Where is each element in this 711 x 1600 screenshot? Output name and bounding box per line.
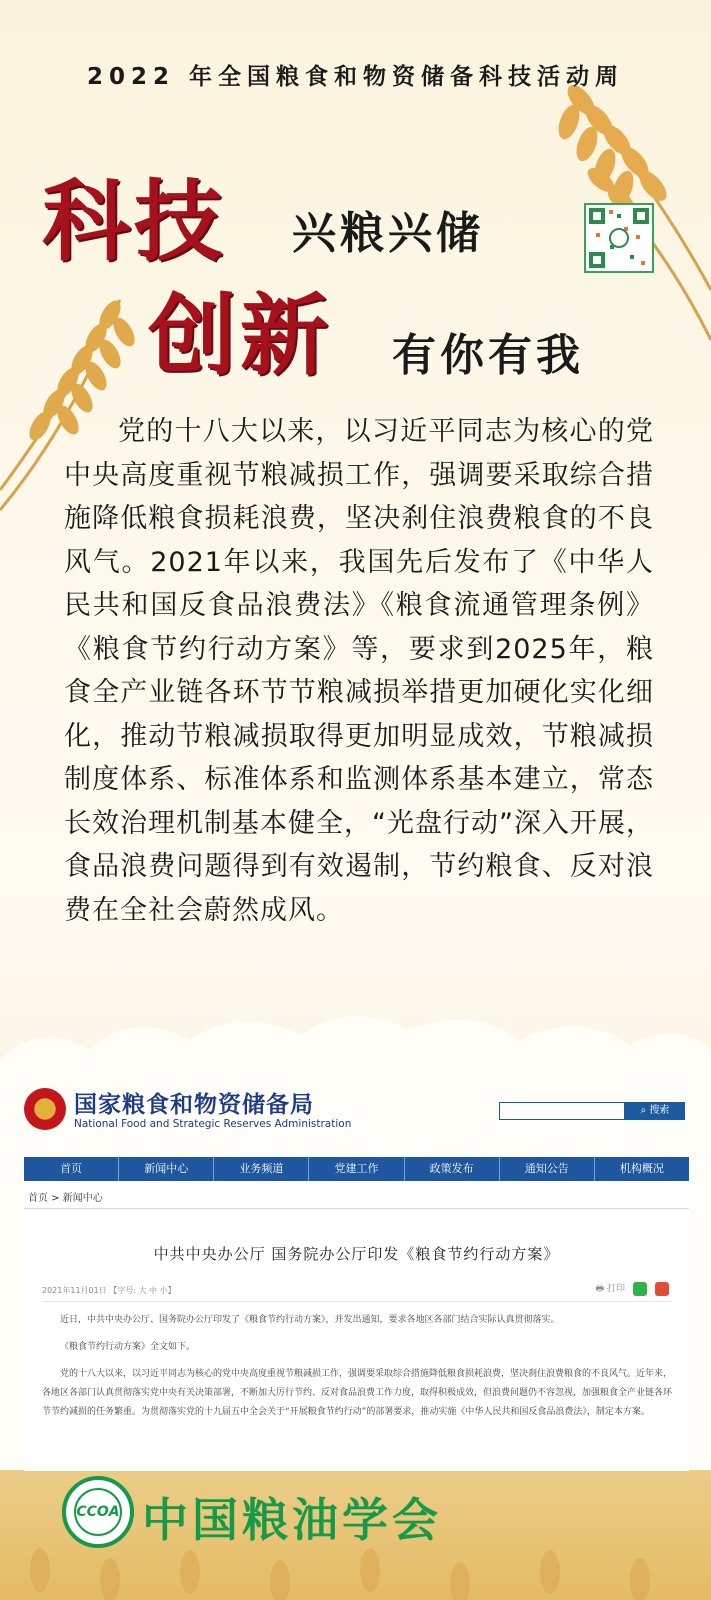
article-panel <box>24 1181 689 1471</box>
national-emblem-icon <box>24 1088 66 1130</box>
intro-paragraph: 党的十八大以来，以习近平同志为核心的党中央高度重视节粮减损工作，强调要采取综合措施降低粮食损耗浪费，坚决刹住浪费粮食的不良风气。2021年以来，我国先后发布了《中华人民共和国反食品浪费法》《粮食流通管理条例》《粮食节约行动方案》等，要求到2025年，粮食全产业链各环节节粮减损举措更加硬化实化细化，推动节粮减损取得更加明显成效，节粮减损制度体系、标准体系和监测体系基本建立，常态长效治理机制基本健全，“光盘行动”深入开展，食品浪费问题得到有效遏制，节约粮食、反对浪费在全社会蔚然成风。 <box>64 416 654 926</box>
nav-item-policy[interactable]: 政策发布 <box>405 1157 500 1181</box>
nav-item-party[interactable]: 党建工作 <box>309 1157 404 1181</box>
qr-code[interactable] <box>584 203 654 273</box>
article-tools <box>596 1281 669 1297</box>
site-nav <box>24 1157 689 1181</box>
agency-name-en: National Food and Strategic Reserves Administration <box>74 1118 352 1130</box>
article-paragraph: 党的十八大以来，以习近平同志为核心的党中央高度重视节粮减损工作，强调要采取综合措施降低粮食损耗浪费，坚决刹住浪费粮食的不良风气。近年来，各地区各部门认真贯彻落实党中央有关决策部署，不断加大厉行节约、反对食品浪费工作力度，取得积极成效，但浪费问题仍不容忽视，加强粮食全产业链各环节节约减损的任务繁重。为贯彻落实党的十九届五中全会关于“开展粮食节约行动”的部署要求，推动实施《中华人民共和国反食品浪费法》，制定本方案。 <box>42 1369 673 1417</box>
breadcrumb[interactable]: 首页 > 新闻中心 <box>28 1193 103 1204</box>
nav-item-business[interactable]: 业务频道 <box>214 1157 309 1181</box>
ccoa-logo <box>62 1476 134 1548</box>
nav-item-news[interactable]: 新闻中心 <box>119 1157 214 1181</box>
slogan-red-1: 科技 <box>42 170 227 273</box>
printer-icon: 🖶 <box>595 1284 607 1294</box>
breadcrumb-divider <box>24 1208 689 1209</box>
nav-item-about[interactable]: 机构概况 <box>619 1162 664 1175</box>
article-divider <box>42 1301 672 1302</box>
ccoa-logo-text: CCOA <box>74 1488 122 1536</box>
nav-item-notice[interactable]: 通知公告 <box>500 1157 595 1181</box>
weibo-share-icon[interactable] <box>655 1282 669 1296</box>
search-input[interactable] <box>499 1102 625 1120</box>
agency-name-cn: 国家粮食和物资储备局 <box>74 1092 314 1118</box>
search-icon: ⌕ <box>640 1105 650 1116</box>
print-button[interactable] <box>596 1281 625 1297</box>
wechat-share-icon[interactable] <box>633 1282 647 1296</box>
event-title: 2022 年全国粮食和物资储备科技活动周 <box>86 64 625 90</box>
slogan-black-2: 有你有我 <box>392 330 584 381</box>
search-button-label: 搜索 <box>649 1105 670 1116</box>
slogan-black-1: 兴粮兴储 <box>292 208 484 259</box>
slogan-red-2: 创新 <box>148 284 333 387</box>
org-name: 中国粮油学会 <box>142 1493 442 1547</box>
article-title: 中共中央办公厅 国务院办公厅印发《粮食节约行动方案》 <box>153 1245 560 1263</box>
article-paragraph: 近日，中共中央办公厅、国务院办公厅印发了《粮食节约行动方案》，并发出通知，要求各地区各部门结合实际认真贯彻落实。 <box>60 1315 560 1325</box>
article-date: 2021年11月01日 【字号: 大 中 小】 <box>42 1286 176 1295</box>
website-header <box>24 1080 689 1150</box>
print-label: 打印 <box>606 1284 625 1294</box>
article-paragraph: 《粮食节约行动方案》全文如下。 <box>60 1342 196 1352</box>
search-button[interactable] <box>625 1102 685 1120</box>
article-body <box>42 1311 672 1430</box>
nav-item-home[interactable]: 首页 <box>24 1157 119 1181</box>
qr-code-icon <box>586 205 652 271</box>
